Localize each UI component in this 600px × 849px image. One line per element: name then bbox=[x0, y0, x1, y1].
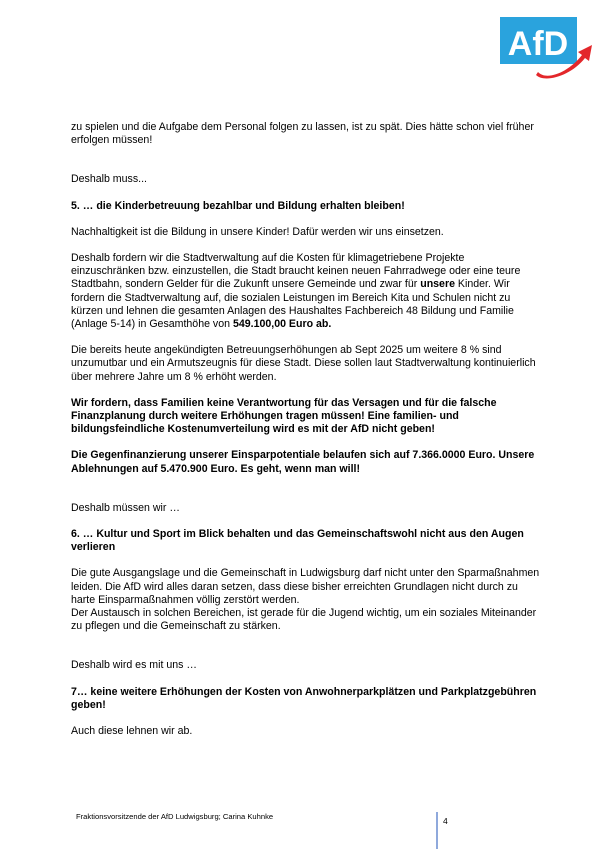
footer-divider bbox=[436, 812, 438, 849]
footer-author: Fraktionsvorsitzende der AfD Ludwigsburg; Carina Kuhnke bbox=[76, 812, 274, 821]
section-7-heading: 7… keine weitere Erhöhungen der Kosten von Anwohnerparkplätzen und Parkplatzgebühren geben! bbox=[71, 685, 537, 711]
amount-text: 549.100,00 Euro ab. bbox=[232, 318, 332, 331]
paragraph-text: Kinder. Wir fordern die Stadtverwaltung auf, die sozialen Leistungen im Bereich Kita und Schulen nicht zu kürzen und lehnen die gesamten Anlagen des Haushaltes Fachbereich 48 Bildung und Familie (Anlage 5-14) in Gesamthöhe von bbox=[71, 278, 514, 331]
lead-text-2: Deshalb müssen wir … bbox=[71, 501, 180, 514]
section-5-paragraph-d: Wir fordern, dass Familien keine Verantwortung für das Versagen und für die falsche Finanzplanung durch weitere Erhöhungen tragen müssen! Eine familien- und bildungsfeindliche Kostenumverteilung wird es mit der AfD nicht geben! bbox=[71, 396, 497, 436]
section-5-heading: 5. … die Kinderbetreuung bezahlbar und Bildung erhalten bleiben! bbox=[71, 199, 405, 212]
lead-text-1: Deshalb muss... bbox=[71, 173, 147, 186]
lead-text-3: Deshalb wird es mit uns … bbox=[71, 659, 197, 672]
paragraph-text: Deshalb fordern wir die Stadtverwaltung auf die Kosten für klimagetriebene Projekte einzuschränken bzw. einzustellen, die Stadt braucht keinen neuen Fahrradwege oder eine teure Stadtbahn, sondern Gelder für die Zukunft unsere Gemeinde und zwar für bbox=[71, 252, 521, 291]
section-5-paragraph-e: Die Gegenfinanzierung unserer Einsparpotentiale belaufen sich auf 7.366.0000 Euro. Unsere Ablehnungen auf 5.470.900 Euro. Es geht, wenn man will! bbox=[71, 449, 535, 475]
section-6-paragraph-a: Die gute Ausgangslage und die Gemeinschaft in Ludwigsburg darf nicht unter den Sparmaßnahmen leiden. Die AfD wird alles daran setzen, dass diese bisher erreichten Grundlagen nicht durch zu harte Einsparmaßnahmen völlig zerstört werden. bbox=[71, 567, 540, 606]
section-6-heading: 6. … Kultur und Sport im Blick behalten und das Gemeinschaftswohl nicht aus den Augen verlieren bbox=[71, 528, 524, 554]
section-5-paragraph-b bbox=[71, 252, 541, 331]
page-number: 4 bbox=[443, 816, 448, 826]
intro-paragraph: zu spielen und die Aufgabe dem Personal folgen zu lassen, ist zu spät. Dies hätte schon viel früher erfolgen müssen! bbox=[71, 121, 534, 147]
afd-logo bbox=[498, 15, 594, 81]
logo-text: AfD bbox=[507, 25, 569, 63]
emphasis-text: unsere bbox=[420, 278, 455, 291]
document-body bbox=[71, 121, 541, 738]
section-5-paragraph-c: Die bereits heute angekündigten Betreuungserhöhungen ab Sept 2025 um weitere 8 % sind unzumutbar und ein Armutszeugnis für diese Stadt. Diese sollen laut Stadtverwaltung kontinuierlich über mehrere Jahre um 8 % erhöht werden. bbox=[71, 344, 536, 383]
afd-logo-icon bbox=[498, 15, 594, 81]
section-7-paragraph-a: Auch diese lehnen wir ab. bbox=[71, 725, 193, 738]
section-6-paragraph-b: Der Austausch in solchen Bereichen, ist gerade für die Jugend wichtig, um ein soziales Miteinander zu pflegen und die Gemeinschaft zu stärken. bbox=[71, 607, 537, 633]
section-5-paragraph-a: Nachhaltigkeit ist die Bildung in unsere Kinder! Dafür werden wir uns einsetzen. bbox=[71, 225, 444, 238]
